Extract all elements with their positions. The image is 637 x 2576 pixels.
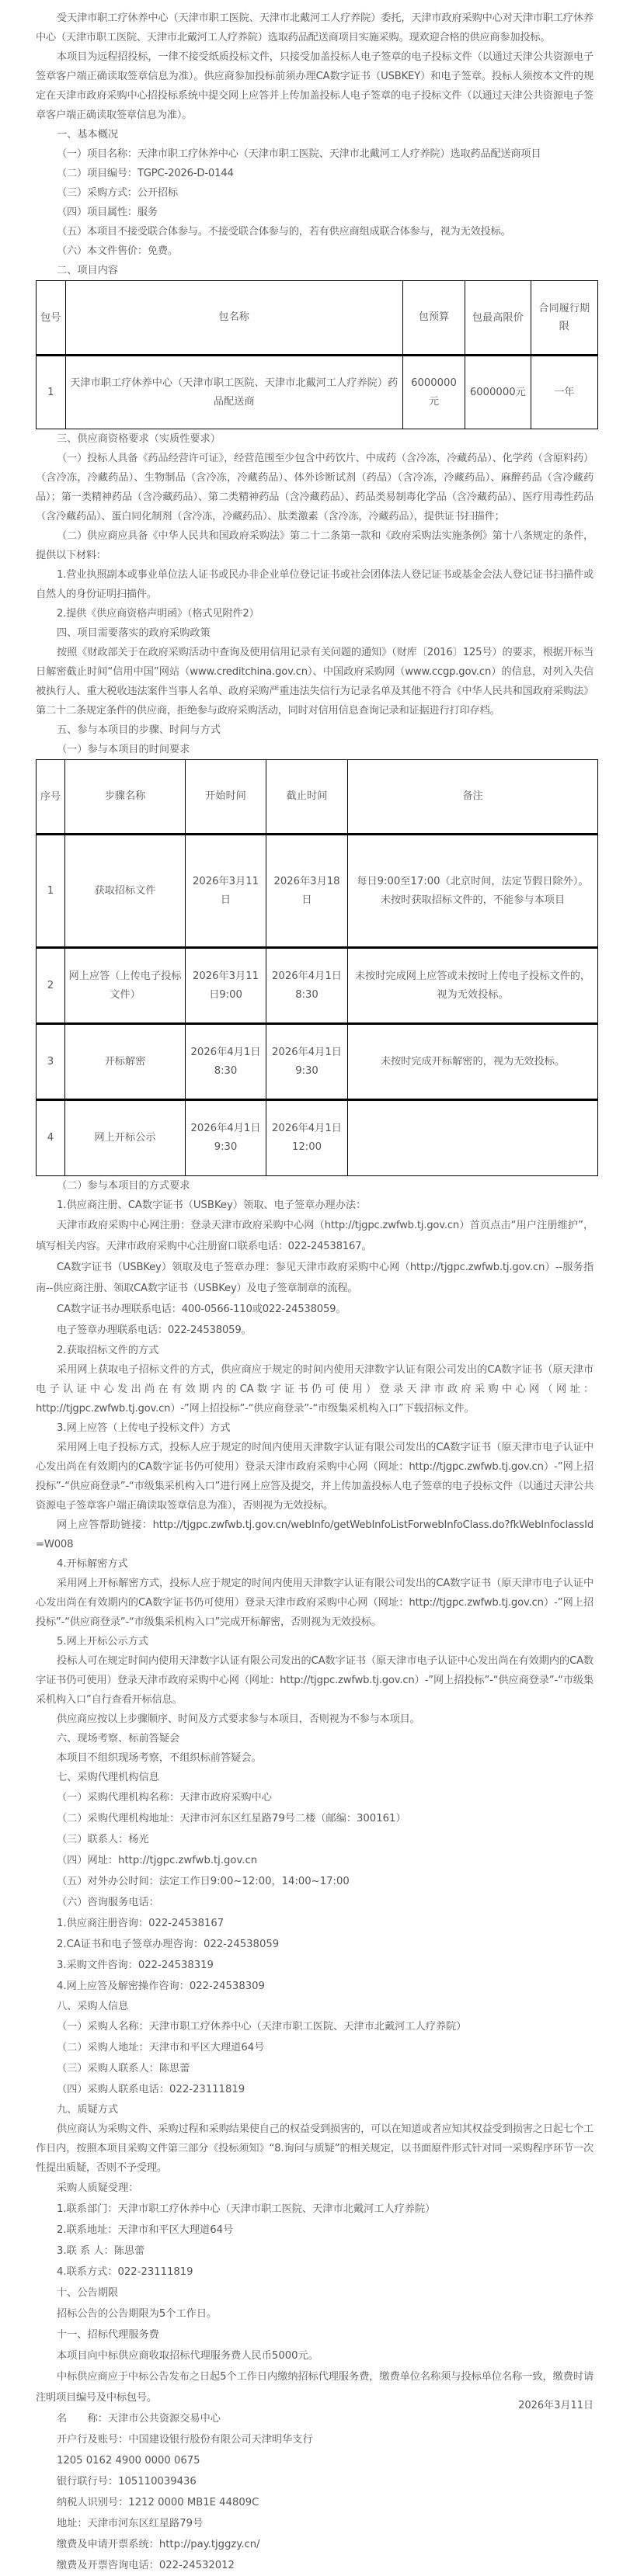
cell-end-time: 2026年4月1日12:00 (266, 1100, 348, 1176)
method-5-title: 5.网上开标公示方式 (57, 1636, 149, 1647)
method-4-paragraph: 采用网上开标解密方式，投标人应于规定的时间内使用天津数字认证有限公司发出的CA数字证书（原天津市电子认证中心发出尚在有效期内的CA数字证书仍可使用）登录天津市政府采购中心网（网址：http://tjgpc.zwfwb.tj.gov.cn）-”网上招投标”-“供应商登录”-“市级集采机构入口”完成开标解密，否则视为无效投标。 (36, 1578, 593, 1628)
col-header-step: 步骤名称 (65, 760, 186, 835)
cell-remark (348, 1100, 598, 1176)
cell-budget: 6000000元 (402, 356, 465, 429)
purchaser-info-item: （三）采购人联系人：陈思蕾 (57, 2063, 190, 2074)
service-fee-payment-note: 中标供应商应于中标公告发布之日起5个工作日内缴纳招标代理服务费，缴费单位名称须与投标单位名称一致，缴费时请注明项目编号及中标包号。 (36, 2371, 593, 2404)
method-3-title: 3.网上应答（上传电子投标文件）方式 (57, 1422, 231, 1434)
agency-info-item: （二）采购代理机构地址：天津市河东区红星路79号二楼（邮编：300161） (57, 1813, 406, 1824)
credit-policy-paragraph: 按照《财政部关于在政府采购活动中查询及使用信用记录有关问题的通知》（财库〔2016〕125号）的要求，根据开标当日解密截止时间“信用中国”网站（www.creditchina.gov.cn）、中国政府采购网（www.ccgp.gov.cn）的信息，对列入失信被执行人、重大税收违法案件当事人名单、政府采购严重违法失信行为记录名单及其他不符合《中华人民共和国政府采购法》第二十二条规定条件的供应商，拒绝参与政府采购活动，同时对信用信息查询记录和证据进行打印存档。 (36, 647, 593, 717)
purchaser-info-list (36, 2016, 593, 2100)
announcement-date: 2026年3月11日 (518, 2400, 593, 2411)
purchaser-info-item: （一）采购人名称：天津市职工疗休养中心（天津市职工医院、天津市北戴河工人疗养院） (57, 2021, 467, 2033)
method-1-registration: 天津市政府采购中心网注册：登录天津市政府采购中心网（http://tjgpc.zwfwb.tj.gov.cn）首页点击“用户注册维护”，填写相关内容。天津市政府采购中心注册窗口联系电话：022-24538167。 (36, 1220, 593, 1252)
purchaser-info-item: （二）采购人地址：天津市和平区大理道64号 (57, 2042, 265, 2054)
complaint-contact-item: 4.联系方式：022-23111819 (57, 2266, 193, 2278)
agency-info-item: （一）采购代理机构名称：天津市政府采购中心 (57, 1792, 272, 1804)
cell-step: 获取招标文件 (65, 835, 186, 948)
cell-start-time: 2026年3月11日9:00 (186, 948, 266, 1024)
col-header-seq: 序号 (37, 760, 65, 835)
method-2-title: 2.获取招标文件的方式 (57, 1345, 159, 1356)
col-header-package-name: 包名称 (65, 281, 402, 356)
remark-line: 未按时获取招标文件的，不能参与本项目 (380, 894, 566, 906)
purchaser-info-item: （四）采购人联系电话：022-23111819 (57, 2084, 245, 2095)
agency-phone-item: 4.网上应答及解密操作咨询：022-24538309 (57, 1981, 265, 1992)
basic-info-item: （三）采购方式：公开招标 (57, 187, 178, 199)
section-3-title: 三、供应商资格要求（实质性要求） (57, 433, 221, 445)
intro-paragraph-2: 本项目为远程招投标，一律不接受纸质投标文件，只接受加盖投标人电子签章的电子投标文件（以通过天津公共资源电子签章客户端正确读取签章信息为准）。供应商参加投标前须办理CA数字证书（USBKEY）和电子签章。投标人须按本文件的规定在天津市政府采购中心招投标系统中提交网上应答并上传加盖投标人电子签章的电子投标文件（以通过天津公共资源电子签章客户端正确读取签章信息为准）。 (36, 51, 593, 121)
section-7-title: 七、采购代理机构信息 (57, 1772, 159, 1783)
cell-start-time: 2026年3月11日 (186, 835, 266, 948)
service-fee-note: 本项目向中标供应商收取招标代理服务费人民币5000元。 (57, 2350, 318, 2362)
intro-paragraph-1: 受天津市职工疗休养中心（天津市职工医院、天津市北戴河工人疗养院）委托，天津市政府采购中心对天津市职工疗休养中心（天津市职工医院、天津市北戴河工人疗养院）选取药品配送商项目实施采购。现欢迎合格的供应商参加投标。 (36, 12, 593, 43)
col-header-start-time: 开始时间 (186, 760, 266, 835)
agency-info-item: （三）联系人：杨光 (57, 1834, 149, 1845)
announcement-period-note: 招标公告的公告期限为5个工作日。 (57, 2308, 218, 2320)
agency-info-item: （五）对外办公时间：法定工作日9:00~12:00，14:00~17:00 (57, 1876, 350, 1887)
agency-website-link[interactable]: （四）网址：http://tjgpc.zwfwb.tj.gov.cn (57, 1855, 258, 1866)
payment-info-list (36, 2408, 593, 2576)
method-requirements-subtitle: （二）参与本项目的方式要求 (57, 1180, 190, 1192)
cell-package-name: 天津市职工疗休养中心（天津市职工医院、天津市北戴河工人疗养院）药品配送商 (65, 356, 402, 429)
section-10-title: 十、公告期限 (57, 2287, 119, 2299)
table-row (37, 1100, 598, 1176)
basic-info-item: （一）项目名称：天津市职工疗休养中心（天津市职工医院、天津市北戴河工人疗养院）选取药品配送商项目 (57, 148, 541, 160)
basic-info-list (36, 144, 593, 261)
cell-step: 网上开标公示 (65, 1100, 186, 1176)
complaint-acceptance-label: 采购人质疑受理： (57, 2182, 139, 2194)
table-row (37, 356, 598, 429)
table-row (37, 1024, 598, 1100)
announcement-document (36, 0, 593, 2576)
cell-seq: 4 (37, 1100, 65, 1176)
method-2-paragraph: 采用网上获取电子招标文件的方式，供应商应于规定的时间内使用天津数字认证有限公司发出的CA数字证书（原天津市电子认证中心发出尚在有效期内的CA数字证书仍可使用）登录天津市政府采购中心网（网址：http://tjgpc.zwfwb.tj.gov.cn）-”网上招投标”-“供应商登录”-“市级集采机构入口”下载招标文件。 (36, 1364, 593, 1415)
basic-info-item: （六）本文件售价：免费。 (57, 245, 178, 257)
cell-seq: 2 (37, 948, 65, 1024)
agency-phone-item: 2.CA证书和电子签章办理咨询：022-24538059 (57, 1939, 280, 1950)
col-header-package-no: 包号 (37, 281, 66, 356)
cell-seq: 3 (37, 1024, 65, 1100)
payment-info-item: 地址：天津市河东区红星路79号 (57, 2518, 204, 2529)
complaint-paragraph: 供应商认为采购文件、采购过程和采购结果使自己的权益受到损害的，可以在知道或者应知其权益受到损害之日起七个工作日内，按照本项目采购文件第三部分《投标须知》“8.询问与质疑”的相关规定，以书面原件形式针对同一采购程序环节一次性提出质疑，否则不予受理。 (36, 2123, 593, 2174)
agency-info-item: （六）咨询服务电话： (57, 1897, 159, 1908)
col-header-budget: 包预算 (402, 281, 465, 356)
cell-seq: 1 (37, 835, 65, 948)
method-4-title: 4.开标解密方式 (57, 1558, 128, 1570)
complaint-contact-item: 2.联系地址：天津市和平区大理道64号 (57, 2224, 234, 2236)
table-row (37, 948, 598, 1024)
section-8-title: 八、采购人信息 (57, 2001, 129, 2012)
payment-info-item: 名 称：天津市公共资源交易中心 (57, 2413, 221, 2425)
method-1-title: 1.供应商注册、CA数字证书（USBKey）领取、电子签章办理办法： (57, 1199, 367, 1211)
cell-start-time: 2026年4月1日9:30 (186, 1100, 266, 1176)
table-row (37, 835, 598, 948)
basic-info-item: （二）项目编号：TGPC-2026-D-0144 (57, 168, 234, 179)
cell-step: 网上应答（上传电子投标文件） (65, 948, 186, 1024)
cell-remark (348, 835, 598, 948)
payment-info-item: 缴费及开票咨询电话：022-24532012 (57, 2560, 235, 2571)
cell-step: 开标解密 (65, 1024, 186, 1100)
cell-start-time: 2026年4月1日8:30 (186, 1024, 266, 1100)
cell-max-price: 6000000元 (465, 356, 531, 429)
col-header-end-time: 截止时间 (266, 760, 348, 835)
method-5-paragraph: 投标人可在规定时间内使用天津数字认证有限公司发出的CA数字证书（原天津市电子认证中心发出尚在有效期内的CA数字证书仍可使用）登录天津市政府采购中心网（网址：http://tjgpc.zwfwb.tj.gov.cn）-”网上招投标”-“供应商登录”-“市级集采机构入口”自行查看开标信息。 (36, 1655, 593, 1706)
basic-info-item: （四）项目属性：服务 (57, 207, 158, 218)
cell-end-time: 2026年4月1日9:30 (266, 1024, 348, 1100)
section-5-title: 五、参与本项目的步骤、时间与方式 (57, 724, 221, 736)
section-6-title: 六、现场考察、标前答疑会 (57, 1733, 180, 1745)
method-1-seal-phone: 电子签章办理联系电话：022-24538059。 (57, 1324, 252, 1336)
qualification-2-item-2: 2.提供《供应商资格声明函》（格式见附件2） (57, 608, 259, 620)
method-3-paragraph: 采用网上电子投标方式，投标人应于规定的时间内使用天津数字认证有限公司发出的CA数字证书（原天津市电子认证中心发出尚在有效期内的CA数字证书仍可使用）登录天津市政府采购中心网（网址：http://tjgpc.zwfwb.tj.gov.cn）-”网上招投标”-“供应商登录”-“市级集采机构入口”进行网上应答及提交，并上传加盖投标人电子签章的电子投标文件（以通过天津公共资源电子签章客户端正确读取签章信息为准），否则视为无效投标。 (36, 1442, 593, 1512)
package-table (36, 280, 598, 429)
agency-info-list (36, 1787, 593, 1997)
col-header-contract-term: 合同履行期限 (531, 281, 597, 356)
cell-package-no: 1 (37, 356, 66, 429)
agency-phone-item: 3.采购文件咨询：022-24538319 (57, 1960, 214, 1971)
cell-remark: 未按时完成开标解密的，视为无效投标。 (348, 1024, 598, 1100)
payment-info-item: 银行联行号：105110039436 (57, 2476, 197, 2487)
cell-contract-term: 一年 (531, 356, 597, 429)
qualification-1: （一）投标人具备《药品经营许可证》，经营范围至少包含中药饮片、中成药（含冷冻，冷藏药品）、化学药（含原料药）（含冷冻，冷藏药品）、生物制品（含冷冻，冷藏药品）、体外诊断试剂（药品）（含冷冻，冷藏药品）、麻醉药品（含冷藏药品）；第一类精神药品（含冷藏药品）、第二类精神药品（含冷藏药品）、药品类易制毒化学品（含冷藏药品）、医疗用毒性药品（含冷藏药品）、蛋白同化制剂（含冷冻，冷藏药品）、肽类激素（含冷冻，冷藏药品），提供证书扫描件； (36, 453, 593, 522)
complaint-contact-item: 3.联 系 人：陈思蕾 (57, 2245, 145, 2257)
col-header-remark: 备注 (348, 760, 598, 835)
complaint-contact-item: 1.联系部门：天津市职工疗休养中心（天津市职工医院、天津市北戴河工人疗养院） (57, 2203, 436, 2215)
basic-info-item: （五）本项目不接受联合体参与。不接受联合体参与的，若有供应商组成联合体参与，视为无效投标。 (57, 226, 511, 238)
time-requirements-subtitle: （一）参与本项目的时间要求 (57, 744, 190, 755)
section-4-title: 四、项目需要落实的政府采购政策 (57, 627, 211, 639)
cell-end-time: 2026年3月18日 (266, 835, 348, 948)
online-response-help-link[interactable]: 网上应答帮助链接：http://tjgpc.zwfwb.tj.gov.cn/webInfo/getWebInfoListForwebInfoClass.do?fkWebInfoclassId=W008 (36, 1519, 593, 1550)
method-1-ca-phone: CA数字证书办理联系电话：400-0566-110或022-24538059。 (57, 1304, 346, 1315)
section-11-title: 十一、招标代理服务费 (57, 2329, 159, 2341)
remark-line: 每日9:00至17:00（北京时间，法定节假日除外）。 (357, 875, 589, 887)
col-header-max-price: 包最高限价 (465, 281, 531, 356)
cell-remark: 未按时完成网上应答或未按时上传电子投标文件的，视为无效投标。 (348, 948, 598, 1024)
schedule-table (36, 759, 598, 1176)
payment-system-link[interactable]: 缴费及申请开票系统：http://pay.tjggzy.cn/ (57, 2539, 260, 2550)
section-2-title: 二、项目内容 (57, 265, 119, 276)
complaint-contact-list (36, 2199, 593, 2283)
section-1-title: 一、基本概况 (57, 129, 119, 141)
method-1-ca-certificate: CA数字证书（USBKey）领取及电子签章办理：参见天津市政府采购中心网（http://tjgpc.zwfwb.tj.gov.cn）--服务指南--供应商注册、领取CA数字证书（USBKey）及电子签章制章的流程。 (36, 1262, 593, 1294)
site-visit-note: 本项目不组织现场考察，不组织标前答疑会。 (57, 1752, 262, 1764)
method-end-note: 供应商应按以上步骤顺序、时间及方式要求参与本项目，否则视为不参与本项目。 (57, 1713, 420, 1725)
qualification-2-item-1: 1.营业执照副本或事业单位法人证书或民办非企业单位登记证书或社会团体法人登记证书或基金会法人登记证书扫描件或自然人的身份证明扫描件。 (36, 569, 593, 600)
agency-phone-item: 1.供应商注册咨询：022-24538167 (57, 1918, 225, 1929)
payment-info-item: 1205 0162 4900 0000 0675 (57, 2455, 200, 2467)
payment-info-item: 纳税人识别号：1212 0000 MB1E 44809C (57, 2497, 259, 2508)
section-9-title: 九、质疑方式 (57, 2104, 119, 2116)
payment-info-item: 开户行及账号：中国建设银行股份有限公司天津明华支行 (57, 2434, 313, 2446)
cell-end-time: 2026年4月1日8:30 (266, 948, 348, 1024)
qualification-2: （二）供应商应具备《中华人民共和国政府采购法》第二十二条第一款和《政府采购法实施条例》第十八条规定的条件，提供以下材料： (36, 530, 593, 561)
